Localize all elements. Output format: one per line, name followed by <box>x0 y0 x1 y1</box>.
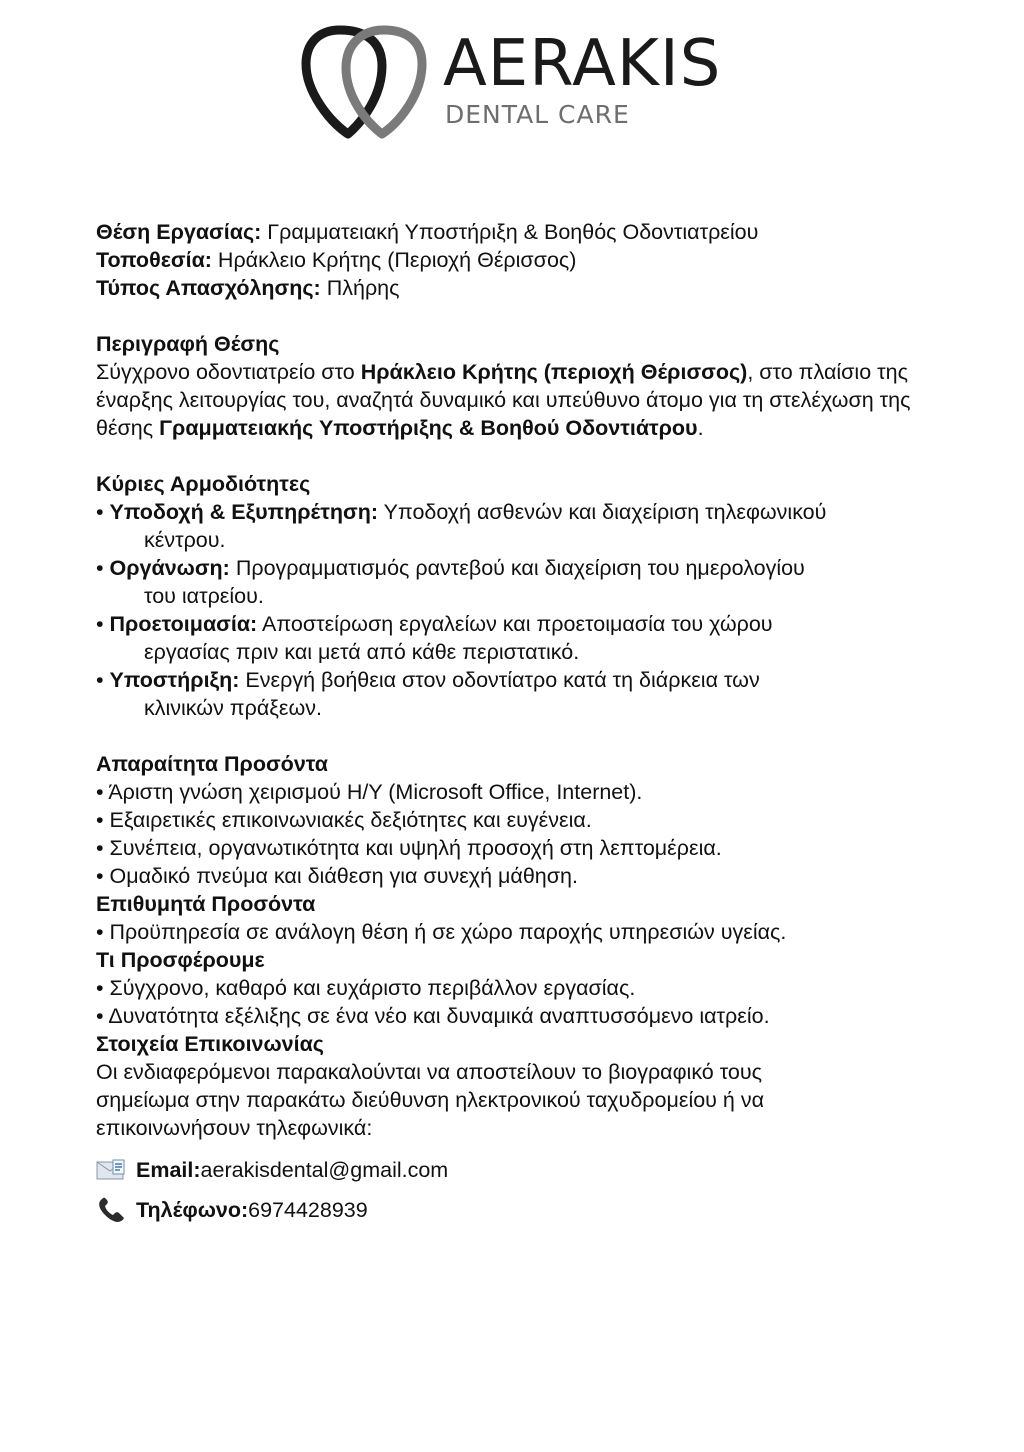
brand-tagline: DENTAL CARE <box>445 100 630 129</box>
duty-item: • Υποστήριξη: Ενεργή βοήθεια στον οδοντίατρο κατά τη διάρκεια των κλινικών πράξεων. <box>96 668 760 720</box>
location-value: Ηράκλειο Κρήτης (Περιοχή Θέρισσος) <box>211 248 577 272</box>
offer-item: • Δυνατότητα εξέλιξης σε ένα νέο και δυναμικά αναπτυσσόμενο ιατρείο. <box>96 1004 770 1028</box>
required-item: • Άριστη γνώση χειρισμού Η/Υ (Microsoft Office, Internet). <box>96 780 643 804</box>
required-heading: Απαραίτητα Προσόντα <box>96 752 328 776</box>
phone-value[interactable]: 6974428939 <box>248 1198 368 1222</box>
contact-heading: Στοιχεία Επικοινωνίας <box>96 1032 324 1056</box>
brand-name: AERAKIS <box>443 27 722 101</box>
duty-item: • Προετοιμασία: Αποστείρωση εργαλείων και προετοιμασία του χώρου εργασίας πριν και μετά από κάθε περιστατικό. <box>96 612 773 664</box>
email-value[interactable]: aerakisdental@gmail.com <box>200 1158 449 1182</box>
position-line <box>96 218 956 246</box>
duty-item: • Υποδοχή & Εξυπηρέτηση: Υποδοχή ασθενών και διαχείριση τηλεφωνικού κέντρου. <box>96 500 827 552</box>
email-label: Email: <box>136 1158 201 1182</box>
required-item: • Ομαδικό πνεύμα και διάθεση για συνεχή μάθηση. <box>96 864 578 888</box>
description-heading: Περιγραφή Θέσης <box>96 332 280 356</box>
job-posting <box>96 218 956 1224</box>
description-text: Σύγχρονο οδοντιατρείο στο Ηράκλειο Κρήτης (περιοχή Θέρισσος), στο πλαίσιο της έναρξης λειτουργίας του, αναζητά δυναμικό και υπεύθυνο άτομο για τη στελέχωση της θέσης Γραμματειακής Υποστήριξης & Βοηθού Οδοντιάτρου. <box>96 360 911 440</box>
contact-text-line: Οι ενδιαφερόμενοι παρακαλούνται να αποστείλουν το βιογραφικό τους <box>96 1060 763 1084</box>
location-label: Τοποθεσία: <box>96 248 212 272</box>
position-label: Θέση Εργασίας: <box>96 220 262 244</box>
offer-heading: Τι Προσφέρουμε <box>96 948 265 972</box>
envelope-icon <box>96 1156 130 1184</box>
offer-item: • Σύγχρονο, καθαρό και ευχάριστο περιβάλλον εργασίας. <box>96 976 636 1000</box>
telephone-icon <box>96 1196 130 1224</box>
location-line <box>96 246 956 274</box>
email-row <box>96 1156 956 1184</box>
required-item: • Συνέπεια, οργανωτικότητα και υψηλή προσοχή στη λεπτομέρεια. <box>96 836 722 860</box>
employment-type-label: Τύπος Απασχόλησης: <box>96 276 321 300</box>
desired-heading: Επιθυμητά Προσόντα <box>96 892 316 916</box>
employment-type-line <box>96 274 956 302</box>
contact-text-line: σημείωμα στην παρακάτω διεύθυνση ηλεκτρονικού ταχυδρομείου ή να <box>96 1088 765 1112</box>
logo <box>300 22 740 142</box>
desired-item: • Προϋπηρεσία σε ανάλογη θέση ή σε χώρο παροχής υπηρεσιών υγείας. <box>96 920 787 944</box>
duty-item: • Οργάνωση: Προγραμματισμός ραντεβού και διαχείριση του ημερολογίου του ιατρείου. <box>96 556 805 608</box>
phone-row <box>96 1196 956 1224</box>
required-item: • Εξαιρετικές επικοινωνιακές δεξιότητες και ευγένεια. <box>96 808 592 832</box>
employment-type-value: Πλήρης <box>320 276 400 300</box>
phone-label: Τηλέφωνο: <box>136 1198 249 1222</box>
duties-heading: Κύριες Αρμοδιότητες <box>96 472 311 496</box>
tooth-logo-icon <box>300 22 430 142</box>
contact-text-line: επικοινωνήσουν τηλεφωνικά: <box>96 1116 373 1140</box>
position-value: Γραμματειακή Υποστήριξη & Βοηθός Οδοντιατρείου <box>261 220 759 244</box>
